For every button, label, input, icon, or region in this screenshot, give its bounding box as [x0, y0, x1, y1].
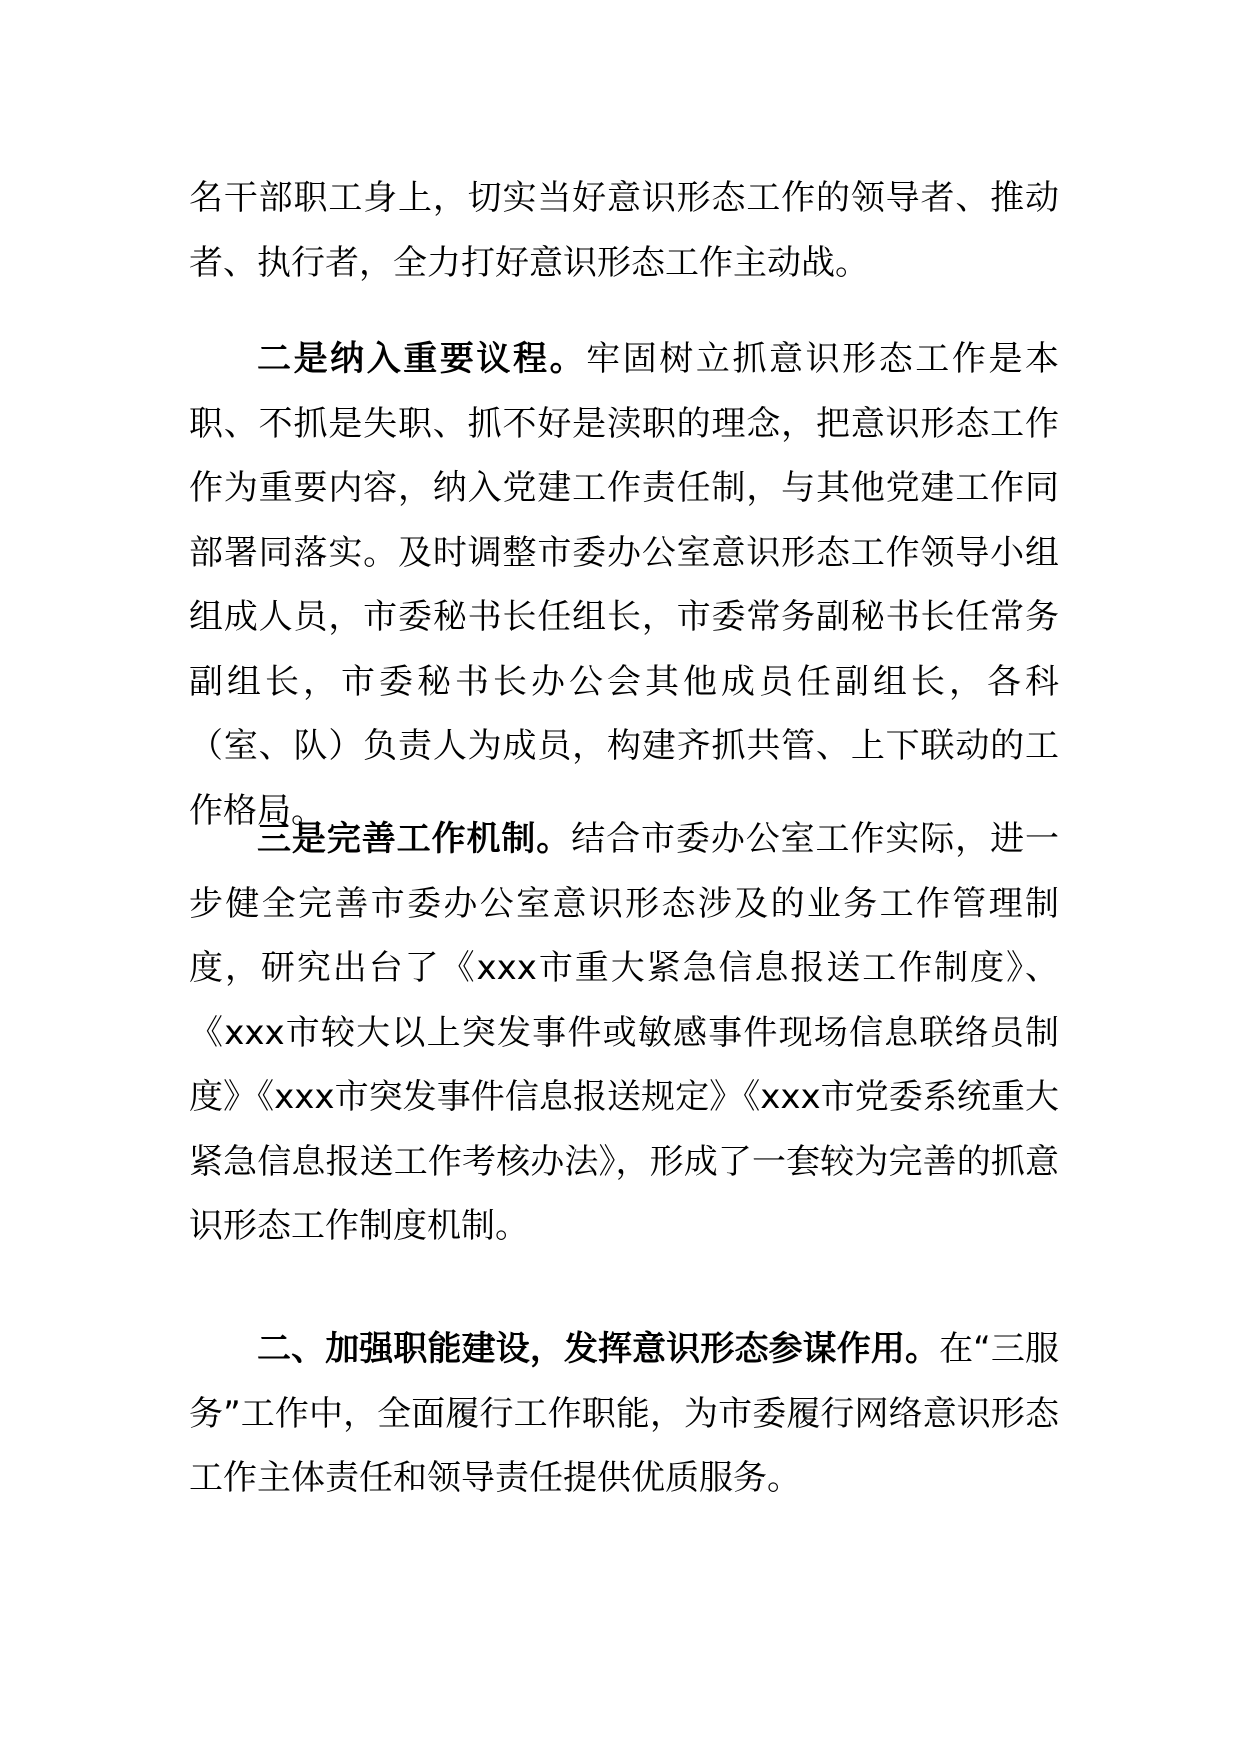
- paragraph-body: 结合市委办公室工作实际，进一步健全完善市委办公室意识形态涉及的业务工作管理制度，研究出台了《xxx市重大紧急信息报送工作制度》、《xxx市较大以上突发事件或敏感事件现场信息联络员制度》《xxx市突发事件信息报送规定》《xxx市党委系统重大紧急信息报送工作考核办法》，形成了一套较为完善的抓意识形态工作制度机制。: [189, 819, 1060, 1246]
- section-heading: 二、加强职能建设，发挥意识形态参谋作用。: [257, 1329, 940, 1369]
- paragraph-body: 在“三服务”工作中，全面履行工作职能，为市委履行网络意识形态工作主体责任和领导责任提供优质服务。: [189, 1329, 1060, 1498]
- paragraph-important-agenda: [189, 327, 1059, 843]
- continuation-paragraph: 名干部职工身上，切实当好意识形态工作的领导者、推动者、执行者，全力打好意识形态工作主动战。: [189, 178, 1059, 283]
- paragraph-lead: 二是纳入重要议程。: [257, 339, 587, 379]
- paragraph-lead: 三是完善工作机制。: [257, 819, 572, 859]
- paragraph-body: 牢固树立抓意识形态工作是本职、不抓是失职、抓不好是渎职的理念，把意识形态工作作为重要内容，纳入党建工作责任制，与其他党建工作同部署同落实。及时调整市委办公室意识形态工作领导小组组成人员，市委秘书长任组长，市委常务副秘书长任常务副组长，市委秘书长办公会其他成员任副组长，各科（室、队）负责人为成员，构建齐抓共管、上下联动的工作格局。: [189, 339, 1060, 831]
- paragraph-work-mechanism: [189, 807, 1059, 1259]
- section-heading-paragraph: [189, 1317, 1059, 1511]
